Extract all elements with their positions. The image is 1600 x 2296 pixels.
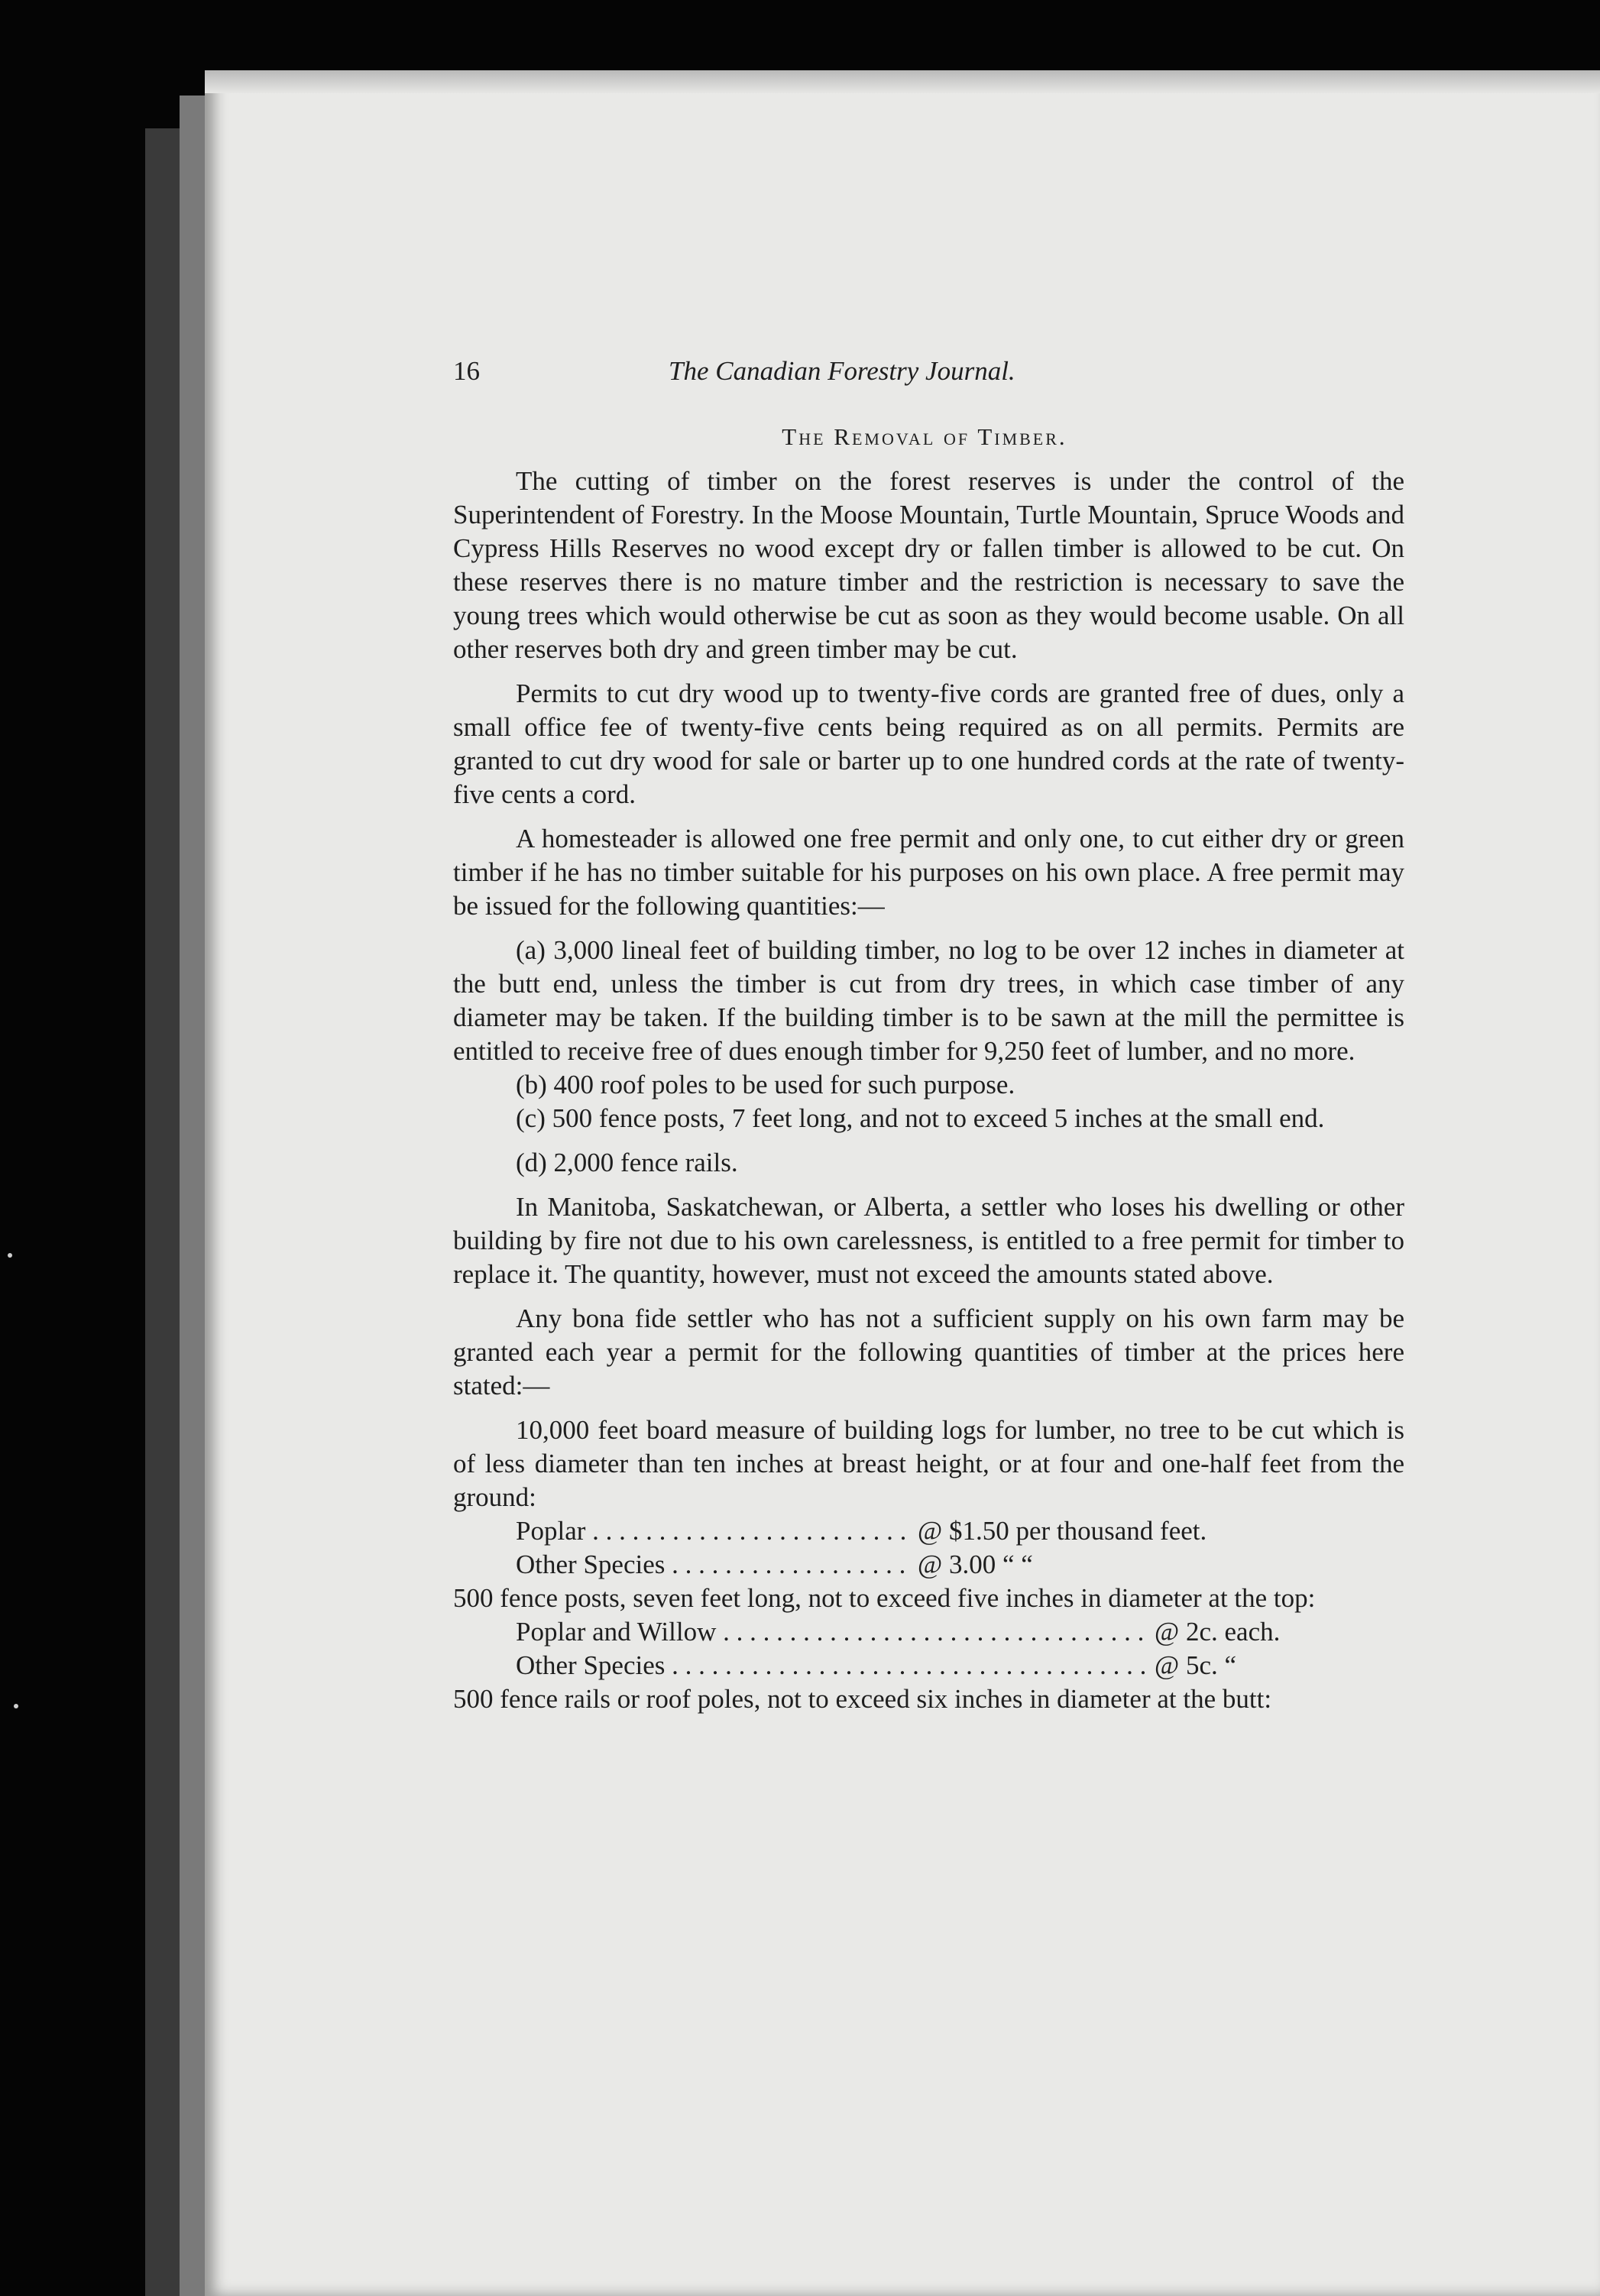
paragraph-fence-rails: 500 fence rails or roof poles, not to exceed six inches in diameter at the butt: xyxy=(453,1684,1272,1714)
price-rate: @ 3.00 “ “ xyxy=(918,1550,1033,1579)
running-head xyxy=(439,356,1410,402)
paragraph-permits: Permits to cut dry wood up to twenty-five cords are granted free of dues, only a small office fee of twenty-five cents being required as on all permits. Permits are granted to cut dry wood for sale or barter up to one hundred cords at the rate of twenty-five cents a cord. xyxy=(453,678,1404,809)
paragraph-building-logs: 10,000 feet board measure of building logs for lumber, no tree to be cut which is of less diameter than ten inches at breast height, or at four and one-half feet from the ground: xyxy=(453,1415,1404,1512)
price-row-poplar-willow xyxy=(453,1615,1404,1649)
list-item-b: (b) 400 roof poles to be used for such purpose. xyxy=(516,1070,1015,1099)
price-rate: @ 2c. each. xyxy=(1155,1617,1281,1647)
list-item-d: (d) 2,000 fence rails. xyxy=(516,1148,738,1177)
paragraph-homesteader: A homesteader is allowed one free permit and only one, to cut either dry or green timber if he has no timber suitable for his purposes on his own place. A free permit may be issued for the following quantities:— xyxy=(453,824,1404,921)
page-number: 16 xyxy=(453,356,480,386)
price-item: Other Species . . . xyxy=(516,1649,1150,1682)
scan-artifact xyxy=(8,1253,12,1258)
journal-title: The Canadian Forestry Journal. xyxy=(669,356,1015,386)
scan-artifact xyxy=(14,1704,18,1708)
paragraph-reserves: The cutting of timber on the forest reserves is under the control of the Superintendent of Forestry. In the Moose Mountain, Turtle Mountain, Spruce Woods and Cypress Hills Reserves no wood except dry or fallen timber is allowed to be cut. On these reserves there is no mature timber and the restriction is necessary to save the young trees which would otherwise be cut as soon as they would become usable. On all other reserves both dry and green timber may be cut. xyxy=(453,466,1404,664)
section-heading: The Removal of Timber. xyxy=(782,423,1067,450)
page-top-edge xyxy=(205,70,1600,93)
price-item: Poplar . . . xyxy=(516,1514,913,1548)
price-item: Poplar and Willow . . . xyxy=(516,1615,1150,1649)
paragraph-bona-fide-settler: Any bona fide settler who has not a sufficient supply on his own farm may be granted each year a permit for the following quantities of timber at the prices here stated:— xyxy=(453,1303,1404,1401)
price-row-other-species-posts xyxy=(453,1649,1404,1682)
article-body xyxy=(453,465,1404,1716)
price-row-other-species xyxy=(453,1548,1404,1582)
paragraph-fire-loss: In Manitoba, Saskatchewan, or Alberta, a settler who loses his dwelling or other building by fire not due to his own carelessness, is entitled to a free permit for timber to replace it. The quantity, however, must not exceed the amounts stated above. xyxy=(453,1192,1404,1289)
list-item-a: (a) 3,000 lineal feet of building timber, no log to be over 12 inches in diameter at the butt end, unless the timber is cut from dry trees, in which case timber of any diameter may be taken. If the building timber is to be sawn at the mill the permittee is entitled to receive free of dues enough timber for 9,250 feet of lumber, and no more. xyxy=(453,935,1404,1066)
paragraph-fence-posts: 500 fence posts, seven feet long, not to exceed five inches in diameter at the top: xyxy=(453,1583,1316,1613)
price-item: Other Species . . . xyxy=(516,1548,913,1582)
price-row-poplar xyxy=(453,1514,1404,1548)
price-rate: @ 5c. “ xyxy=(1155,1650,1237,1680)
list-item-c: (c) 500 fence posts, 7 feet long, and not to exceed 5 inches at the small end. xyxy=(516,1103,1325,1133)
price-rate: @ $1.50 per thousand feet. xyxy=(918,1516,1207,1546)
